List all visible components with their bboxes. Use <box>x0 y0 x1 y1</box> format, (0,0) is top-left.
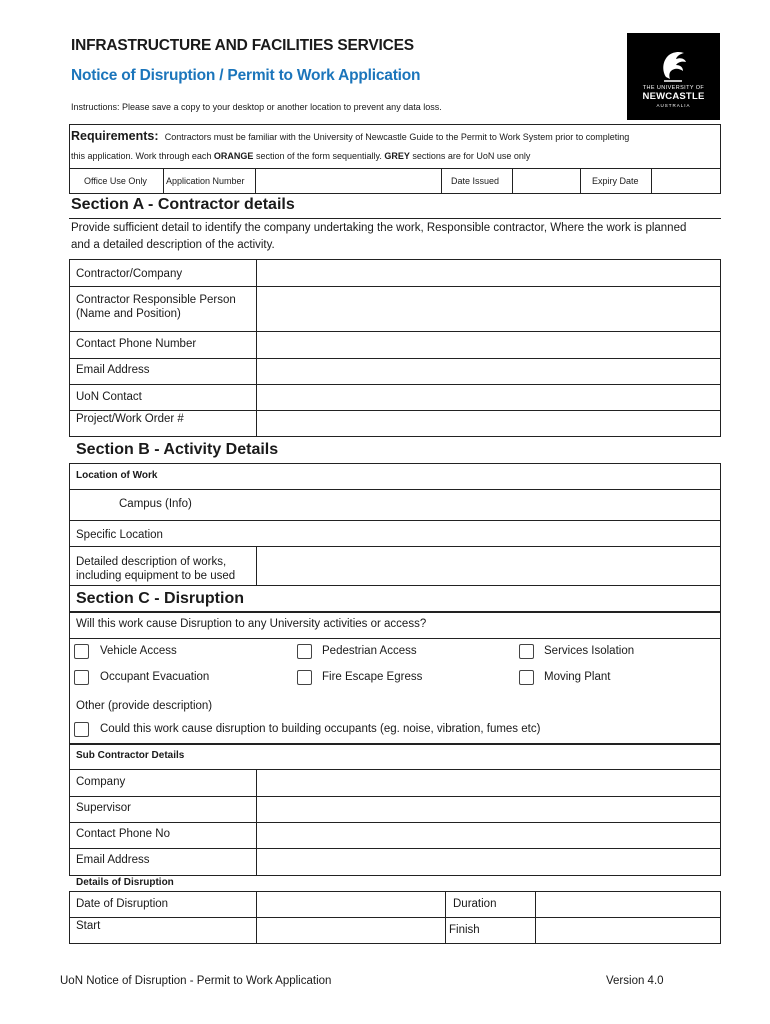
logo-line-1: THE UNIVERSITY OF <box>642 85 705 91</box>
project-work-order-label: Project/Work Order # <box>76 413 184 425</box>
specific-location-field[interactable] <box>200 521 720 545</box>
uon-contact-field[interactable] <box>257 385 720 409</box>
other-description-label: Other (provide description) <box>76 700 213 712</box>
divider <box>163 168 164 194</box>
uon-contact-label: UoN Contact <box>76 391 142 403</box>
fire-escape-egress-checkbox[interactable] <box>297 670 312 685</box>
divider <box>69 218 721 219</box>
responsible-person-label-1: Contractor Responsible Person <box>76 294 236 306</box>
occupant-evacuation-label: Occupant Evacuation <box>100 671 210 683</box>
sub-contact-phone-label: Contact Phone No <box>76 828 170 840</box>
location-of-work-label: Location of Work <box>76 470 158 481</box>
divider <box>580 168 581 194</box>
section-c-title: Section C - Disruption <box>76 590 244 607</box>
section-b-title: Section B - Activity Details <box>76 441 279 458</box>
office-use-only-label: Office Use Only <box>84 176 147 186</box>
responsible-person-field[interactable] <box>257 287 720 330</box>
disruption-question: Will this work cause Disruption to any University activities or access? <box>76 618 427 630</box>
sub-supervisor-label: Supervisor <box>76 802 131 814</box>
sub-email-label: Email Address <box>76 854 150 866</box>
date-issued-field[interactable] <box>513 169 579 193</box>
campus-select[interactable] <box>200 490 720 519</box>
description-field[interactable] <box>257 547 720 584</box>
form-title: Notice of Disruption / Permit to Work Application <box>71 67 421 84</box>
occupant-disruption-checkbox[interactable] <box>74 722 89 737</box>
sub-contractor-title: Sub Contractor Details <box>76 750 185 761</box>
section-a-description-1: Provide sufficient detail to identify the company undertaking the work, Responsible contractor, Where the work is planned <box>71 222 687 234</box>
requirements-text-1: Contractors must be familiar with the University of Newcastle Guide to the Permit to Work System prior to completing <box>164 132 630 142</box>
sub-company-label: Company <box>76 776 126 788</box>
logo-line-3: AUSTRALIA <box>656 103 691 108</box>
project-work-order-field[interactable] <box>257 411 720 436</box>
application-number-label: Application Number <box>166 176 245 186</box>
divider <box>445 891 446 944</box>
requirements-label: Requirements: <box>71 129 159 143</box>
section-a-description-2: and a detailed description of the activity. <box>71 239 275 251</box>
other-description-field[interactable] <box>230 697 720 715</box>
requirements-line-2 <box>71 151 530 161</box>
duration-label: Duration <box>453 898 497 910</box>
email-address-field[interactable] <box>257 359 720 383</box>
duration-field[interactable] <box>536 892 720 916</box>
footer-title: UoN Notice of Disruption - Permit to Work Application <box>60 975 332 987</box>
finish-label: Finish <box>449 924 480 936</box>
finish-field[interactable] <box>536 918 720 943</box>
pedestrian-access-checkbox[interactable] <box>297 644 312 659</box>
grey-keyword: GREY <box>384 151 410 161</box>
pedestrian-access-label: Pedestrian Access <box>322 645 417 657</box>
disruption-details-title: Details of Disruption <box>76 877 174 888</box>
divider <box>441 168 442 194</box>
vehicle-access-label: Vehicle Access <box>100 645 177 657</box>
email-address-label: Email Address <box>76 364 150 376</box>
logo-line-2: NEWCASTLE <box>642 91 705 102</box>
description-label-1: Detailed description of works, <box>76 556 227 568</box>
fire-escape-egress-label: Fire Escape Egress <box>322 671 423 683</box>
campus-label: Campus (Info) <box>119 498 192 510</box>
moving-plant-label: Moving Plant <box>544 671 611 683</box>
date-of-disruption-label: Date of Disruption <box>76 898 169 910</box>
responsible-person-label-2: (Name and Position) <box>76 308 181 320</box>
application-number-field[interactable] <box>256 169 440 193</box>
date-issued-label: Date Issued <box>451 176 500 186</box>
sub-email-field[interactable] <box>257 849 720 875</box>
sub-company-field[interactable] <box>257 770 720 795</box>
requirements-line-1 <box>71 129 629 143</box>
contractor-company-field[interactable] <box>257 260 720 285</box>
section-a-title: Section A - Contractor details <box>71 196 295 213</box>
contact-phone-label: Contact Phone Number <box>76 338 197 350</box>
requirements-text-2c: sections are for UoN use only <box>409 151 531 161</box>
crest-icon <box>656 47 690 87</box>
services-isolation-checkbox[interactable] <box>519 644 534 659</box>
requirements-text-2a: this application. Work through each <box>71 151 214 161</box>
vehicle-access-checkbox[interactable] <box>74 644 89 659</box>
moving-plant-checkbox[interactable] <box>519 670 534 685</box>
university-logo <box>627 33 720 120</box>
expiry-date-field[interactable] <box>652 169 720 193</box>
specific-location-label: Specific Location <box>76 529 163 541</box>
org-title: INFRASTRUCTURE AND FACILITIES SERVICES <box>71 37 414 54</box>
date-of-disruption-field[interactable] <box>257 892 444 916</box>
occupant-disruption-label: Could this work cause disruption to building occupants (eg. noise, vibration, fumes etc) <box>100 723 541 735</box>
sub-contact-phone-field[interactable] <box>257 823 720 847</box>
instructions-text: Instructions: Please save a copy to your desktop or another location to prevent any data loss. <box>71 102 442 112</box>
contact-phone-field[interactable] <box>257 332 720 357</box>
expiry-date-label: Expiry Date <box>592 176 639 186</box>
start-label: Start <box>76 920 101 932</box>
divider <box>69 585 721 586</box>
contractor-company-label: Contractor/Company <box>76 268 183 280</box>
occupant-evacuation-checkbox[interactable] <box>74 670 89 685</box>
requirements-text-2b: section of the form sequentially. <box>253 151 385 161</box>
start-field[interactable] <box>257 918 444 943</box>
description-label-2: including equipment to be used <box>76 570 236 582</box>
orange-keyword: ORANGE <box>213 151 254 161</box>
footer-version: Version 4.0 <box>606 975 664 987</box>
sub-supervisor-field[interactable] <box>257 797 720 821</box>
services-isolation-label: Services Isolation <box>544 645 635 657</box>
divider <box>69 638 721 639</box>
